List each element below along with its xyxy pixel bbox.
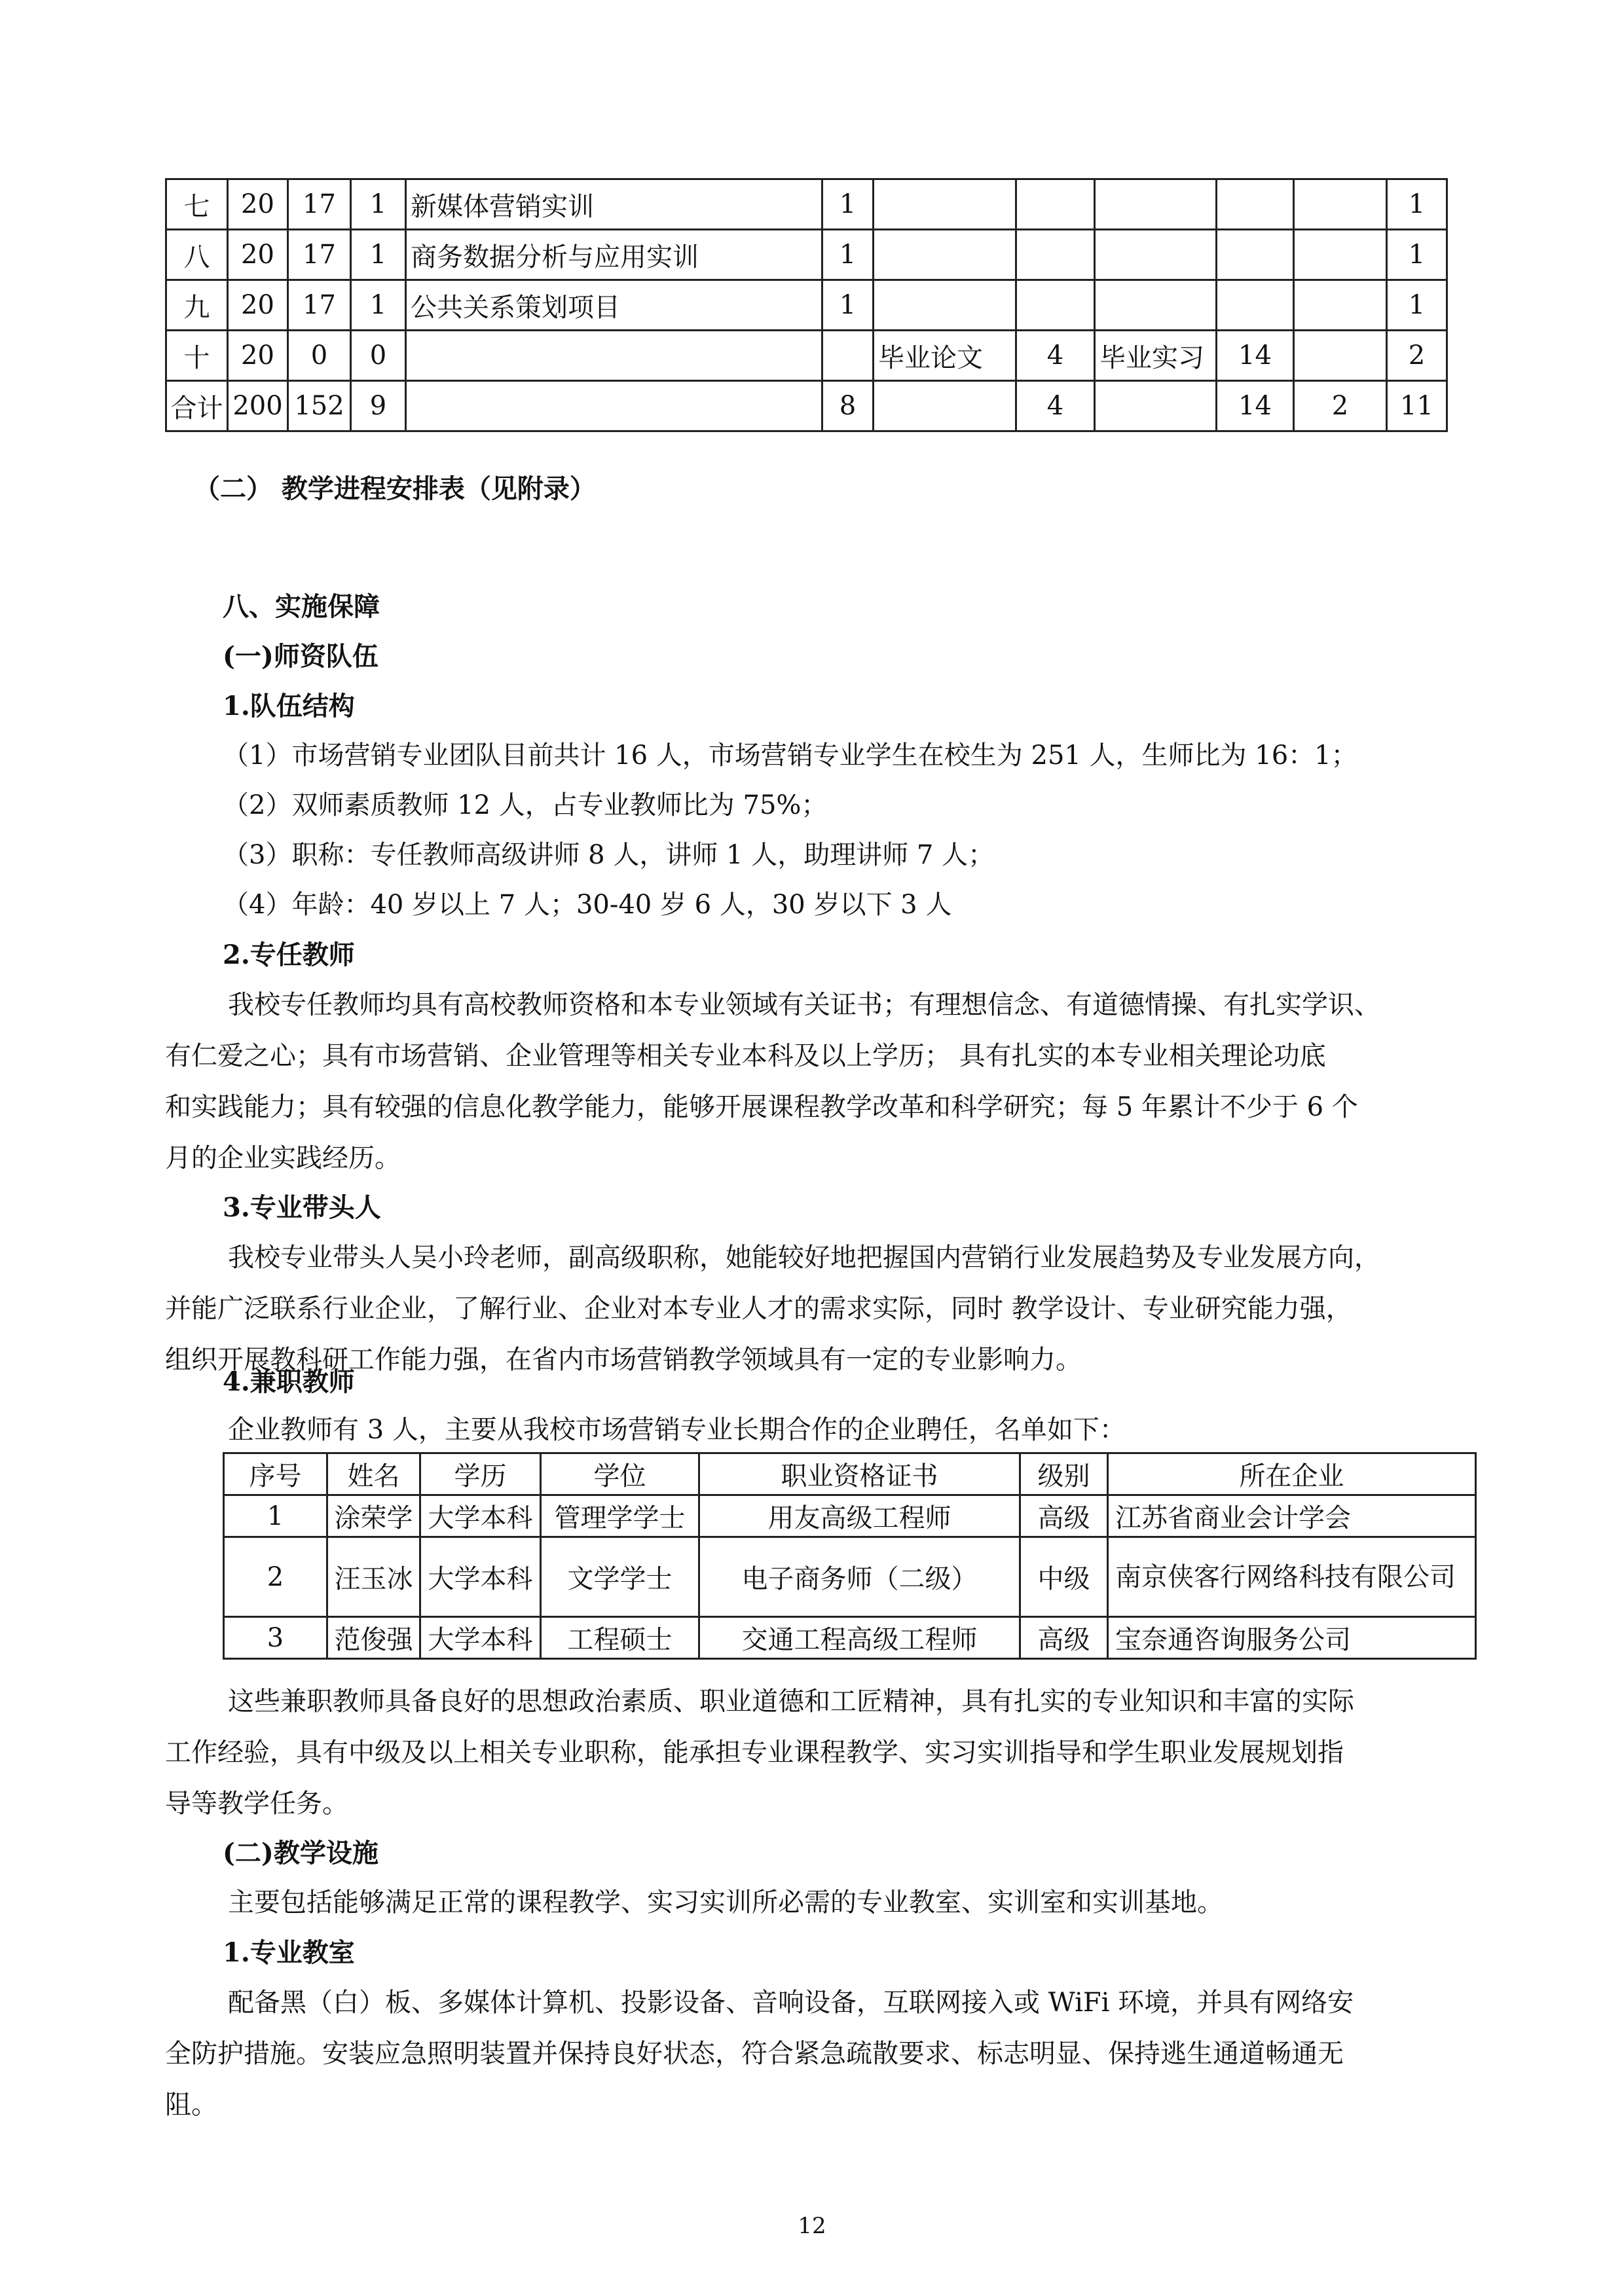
table-cell: 1: [822, 179, 874, 230]
table-row: [166, 179, 1447, 230]
text-line: 月的企业实践经历。: [165, 1143, 401, 1173]
heading-classroom: 1.专业教室: [223, 1937, 355, 1968]
section-8-title: 八、实施保障: [223, 591, 380, 622]
table-cell: 江苏省商业会计学会: [1108, 1495, 1476, 1537]
table-cell: [874, 280, 1016, 331]
table-row: [224, 1537, 1476, 1617]
table-cell: 大学本科: [420, 1495, 541, 1537]
table-cell: [1217, 230, 1294, 280]
structure-item-3: （3）职称：专任教师高级讲师 8 人，讲师 1 人，助理讲师 7 人；: [223, 840, 995, 870]
text-line: 有仁爱之心；具有市场营销、企业管理等相关专业本科及以上学历； 具有扎实的本专业相关理论功底: [165, 1041, 1326, 1071]
table-cell: 范俊强: [327, 1617, 420, 1659]
table-cell: 毕业论文: [874, 331, 1016, 381]
table-cell: 2: [1294, 381, 1387, 431]
table-cell: 1: [224, 1495, 327, 1537]
table-row: [166, 280, 1447, 331]
table-cell: 14: [1217, 331, 1294, 381]
table-header-cell: 职业资格证书: [699, 1453, 1020, 1495]
text-line: 并能广泛联系行业企业，了解行业、企业对本专业人才的需求实际，同时 教学设计、专业研究能力强，: [165, 1294, 1352, 1324]
table-cell: [1016, 179, 1095, 230]
text-line: 工作经验，具有中级及以上相关专业职称，能承担专业课程教学、实习实训指导和学生职业发展规划指: [165, 1738, 1344, 1768]
table-cell: 八: [166, 230, 228, 280]
text-line: 全防护措施。安装应急照明装置并保持良好状态，符合紧急疏散要求、标志明显、保持逃生通道畅通无: [165, 2039, 1344, 2069]
table-row: [224, 1617, 1476, 1659]
table-cell: [1016, 280, 1095, 331]
table-cell: 1: [1387, 280, 1447, 331]
table-cell: 20: [228, 280, 288, 331]
table-header-cell: 级别: [1020, 1453, 1108, 1495]
table-cell: 1: [351, 179, 406, 230]
table-cell: 0: [288, 331, 351, 381]
table-cell: 2: [224, 1537, 327, 1617]
table-cell: 文学学士: [541, 1537, 699, 1617]
table-cell: [1217, 280, 1294, 331]
table-cell: [1294, 179, 1387, 230]
table-cell: 宝奈通咨询服务公司: [1108, 1617, 1476, 1659]
table-header-cell: 姓名: [327, 1453, 420, 1495]
structure-item-1: （1）市场营销专业团队目前共计 16 人，市场营销专业学生在校生为 251 人，生师比为 16：1；: [223, 740, 1357, 771]
table-cell: 1: [351, 280, 406, 331]
table-cell: [1095, 230, 1217, 280]
structure-item-2: （2）双师素质教师 12 人，占专业教师比为 75%；: [223, 790, 828, 820]
fulltime-paragraph: [165, 979, 1446, 1184]
facilities-intro: 主要包括能够满足正常的课程教学、实习实训所必需的专业教室、实训室和实训基地。: [228, 1887, 1223, 1918]
table-cell: 152: [288, 381, 351, 431]
text-line: 组织开展教科研工作能力强，在省内市场营销教学领域具有一定的专业影响力。: [165, 1345, 1082, 1375]
table-cell: 汪玉冰: [327, 1537, 420, 1617]
structure-item-4: （4）年龄：40 岁以上 7 人；30-40 岁 6 人，30 岁以下 3 人: [223, 890, 952, 920]
heading-fulltime: 2.专任教师: [223, 939, 355, 970]
table-cell: 4: [1016, 331, 1095, 381]
table-cell: 中级: [1020, 1537, 1108, 1617]
heading-parttime: 4.兼职教师: [223, 1366, 355, 1397]
table-cell: [1217, 179, 1294, 230]
schedule-section-title: （二） 教学进程安排表（见附录）: [194, 473, 596, 504]
table-cell: 用友高级工程师: [699, 1495, 1020, 1537]
table-cell: 九: [166, 280, 228, 331]
table-cell: 十: [166, 331, 228, 381]
table-cell: [406, 331, 822, 381]
table-cell: [874, 230, 1016, 280]
table-cell: [874, 381, 1016, 431]
table-header-cell: 学历: [420, 1453, 541, 1495]
table-cell: 3: [224, 1617, 327, 1659]
table-cell: 0: [351, 331, 406, 381]
table-cell: 11: [1387, 381, 1447, 431]
table-cell: [406, 381, 822, 431]
table-cell: 17: [288, 179, 351, 230]
table-cell: 8: [822, 381, 874, 431]
schedule-table: [165, 178, 1448, 432]
table-header-cell: 序号: [224, 1453, 327, 1495]
table-cell: 2: [1387, 331, 1447, 381]
table-cell: [822, 331, 874, 381]
table-cell: 公共关系策划项目: [406, 280, 822, 331]
table-cell: 高级: [1020, 1495, 1108, 1537]
table-header-row: [224, 1453, 1476, 1495]
table-cell: 管理学学士: [541, 1495, 699, 1537]
table-cell: 大学本科: [420, 1617, 541, 1659]
table-cell: 毕业实习: [1095, 331, 1217, 381]
heading-structure: 1.队伍结构: [223, 691, 355, 721]
table-cell: [1016, 230, 1095, 280]
table-cell: 1: [822, 230, 874, 280]
table-cell: [1294, 230, 1387, 280]
table-cell: [1294, 280, 1387, 331]
text-line: 我校专任教师均具有高校教师资格和本专业领域有关证书；有理想信念、有道德情操、有扎实学识、: [228, 990, 1380, 1020]
table-cell: 20: [228, 331, 288, 381]
table-cell: 涂荣学: [327, 1495, 420, 1537]
table-row: [166, 331, 1447, 381]
table-cell: [874, 179, 1016, 230]
table-cell: 14: [1217, 381, 1294, 431]
table-cell: 4: [1016, 381, 1095, 431]
table-cell: 七: [166, 179, 228, 230]
subsection-2-title: (二)教学设施: [223, 1838, 378, 1868]
table-row: [166, 230, 1447, 280]
page-number: 12: [798, 2213, 826, 2239]
table-cell: 新媒体营销实训: [406, 179, 822, 230]
table-cell: 17: [288, 230, 351, 280]
table-row: [224, 1495, 1476, 1537]
table-cell: 20: [228, 230, 288, 280]
table-cell: 大学本科: [420, 1537, 541, 1617]
table-cell: 交通工程高级工程师: [699, 1617, 1020, 1659]
table-cell: 200: [228, 381, 288, 431]
table-row: [166, 381, 1447, 431]
table-cell: 工程硕士: [541, 1617, 699, 1659]
text-line: 配备黑（白）板、多媒体计算机、投影设备、音响设备，互联网接入或 WiFi 环境，并具有网络安: [228, 1988, 1354, 2018]
subsection-1-title: (一)师资队伍: [223, 641, 378, 672]
text-line: 这些兼职教师具备良好的思想政治素质、职业道德和工匠精神，具有扎实的专业知识和丰富的实际: [228, 1686, 1354, 1717]
parttime-teacher-table: [223, 1452, 1477, 1660]
table-header-cell: 学位: [541, 1453, 699, 1495]
table-cell: [1294, 331, 1387, 381]
table-cell: 商务数据分析与应用实训: [406, 230, 822, 280]
table-cell: 1: [1387, 230, 1447, 280]
table-cell: 南京侠客行网络科技有限公司: [1108, 1537, 1476, 1617]
parttime-paragraph: [165, 1676, 1446, 1829]
table-cell: 20: [228, 179, 288, 230]
table-cell: 9: [351, 381, 406, 431]
text-line: 和实践能力；具有较强的信息化教学能力，能够开展课程教学改革和科学研究；每 5 年累计不少于 6 个: [165, 1092, 1358, 1122]
text-line: 我校专业带头人吴小玲老师，副高级职称，她能较好地把握国内营销行业发展趋势及专业发展方向，: [228, 1243, 1380, 1273]
table-cell: 电子商务师（二级）: [699, 1537, 1020, 1617]
table-cell: 1: [351, 230, 406, 280]
table-cell: 1: [1387, 179, 1447, 230]
table-cell: [1095, 179, 1217, 230]
text-line: 阻。: [165, 2090, 217, 2120]
table-cell: [1095, 280, 1217, 331]
table-cell: 高级: [1020, 1617, 1108, 1659]
text-line: 导等教学任务。: [165, 1789, 348, 1819]
table-header-cell: 所在企业: [1108, 1453, 1476, 1495]
table-cell: [1095, 381, 1217, 431]
leader-paragraph: [165, 1232, 1446, 1385]
table-cell: 1: [822, 280, 874, 331]
parttime-intro: 企业教师有 3 人，主要从我校市场营销专业长期合作的企业聘任，名单如下：: [228, 1415, 1126, 1445]
table-cell: 17: [288, 280, 351, 331]
table-cell: 合计: [166, 381, 228, 431]
heading-leader: 3.专业带头人: [223, 1192, 381, 1223]
classroom-paragraph: [165, 1977, 1446, 2130]
